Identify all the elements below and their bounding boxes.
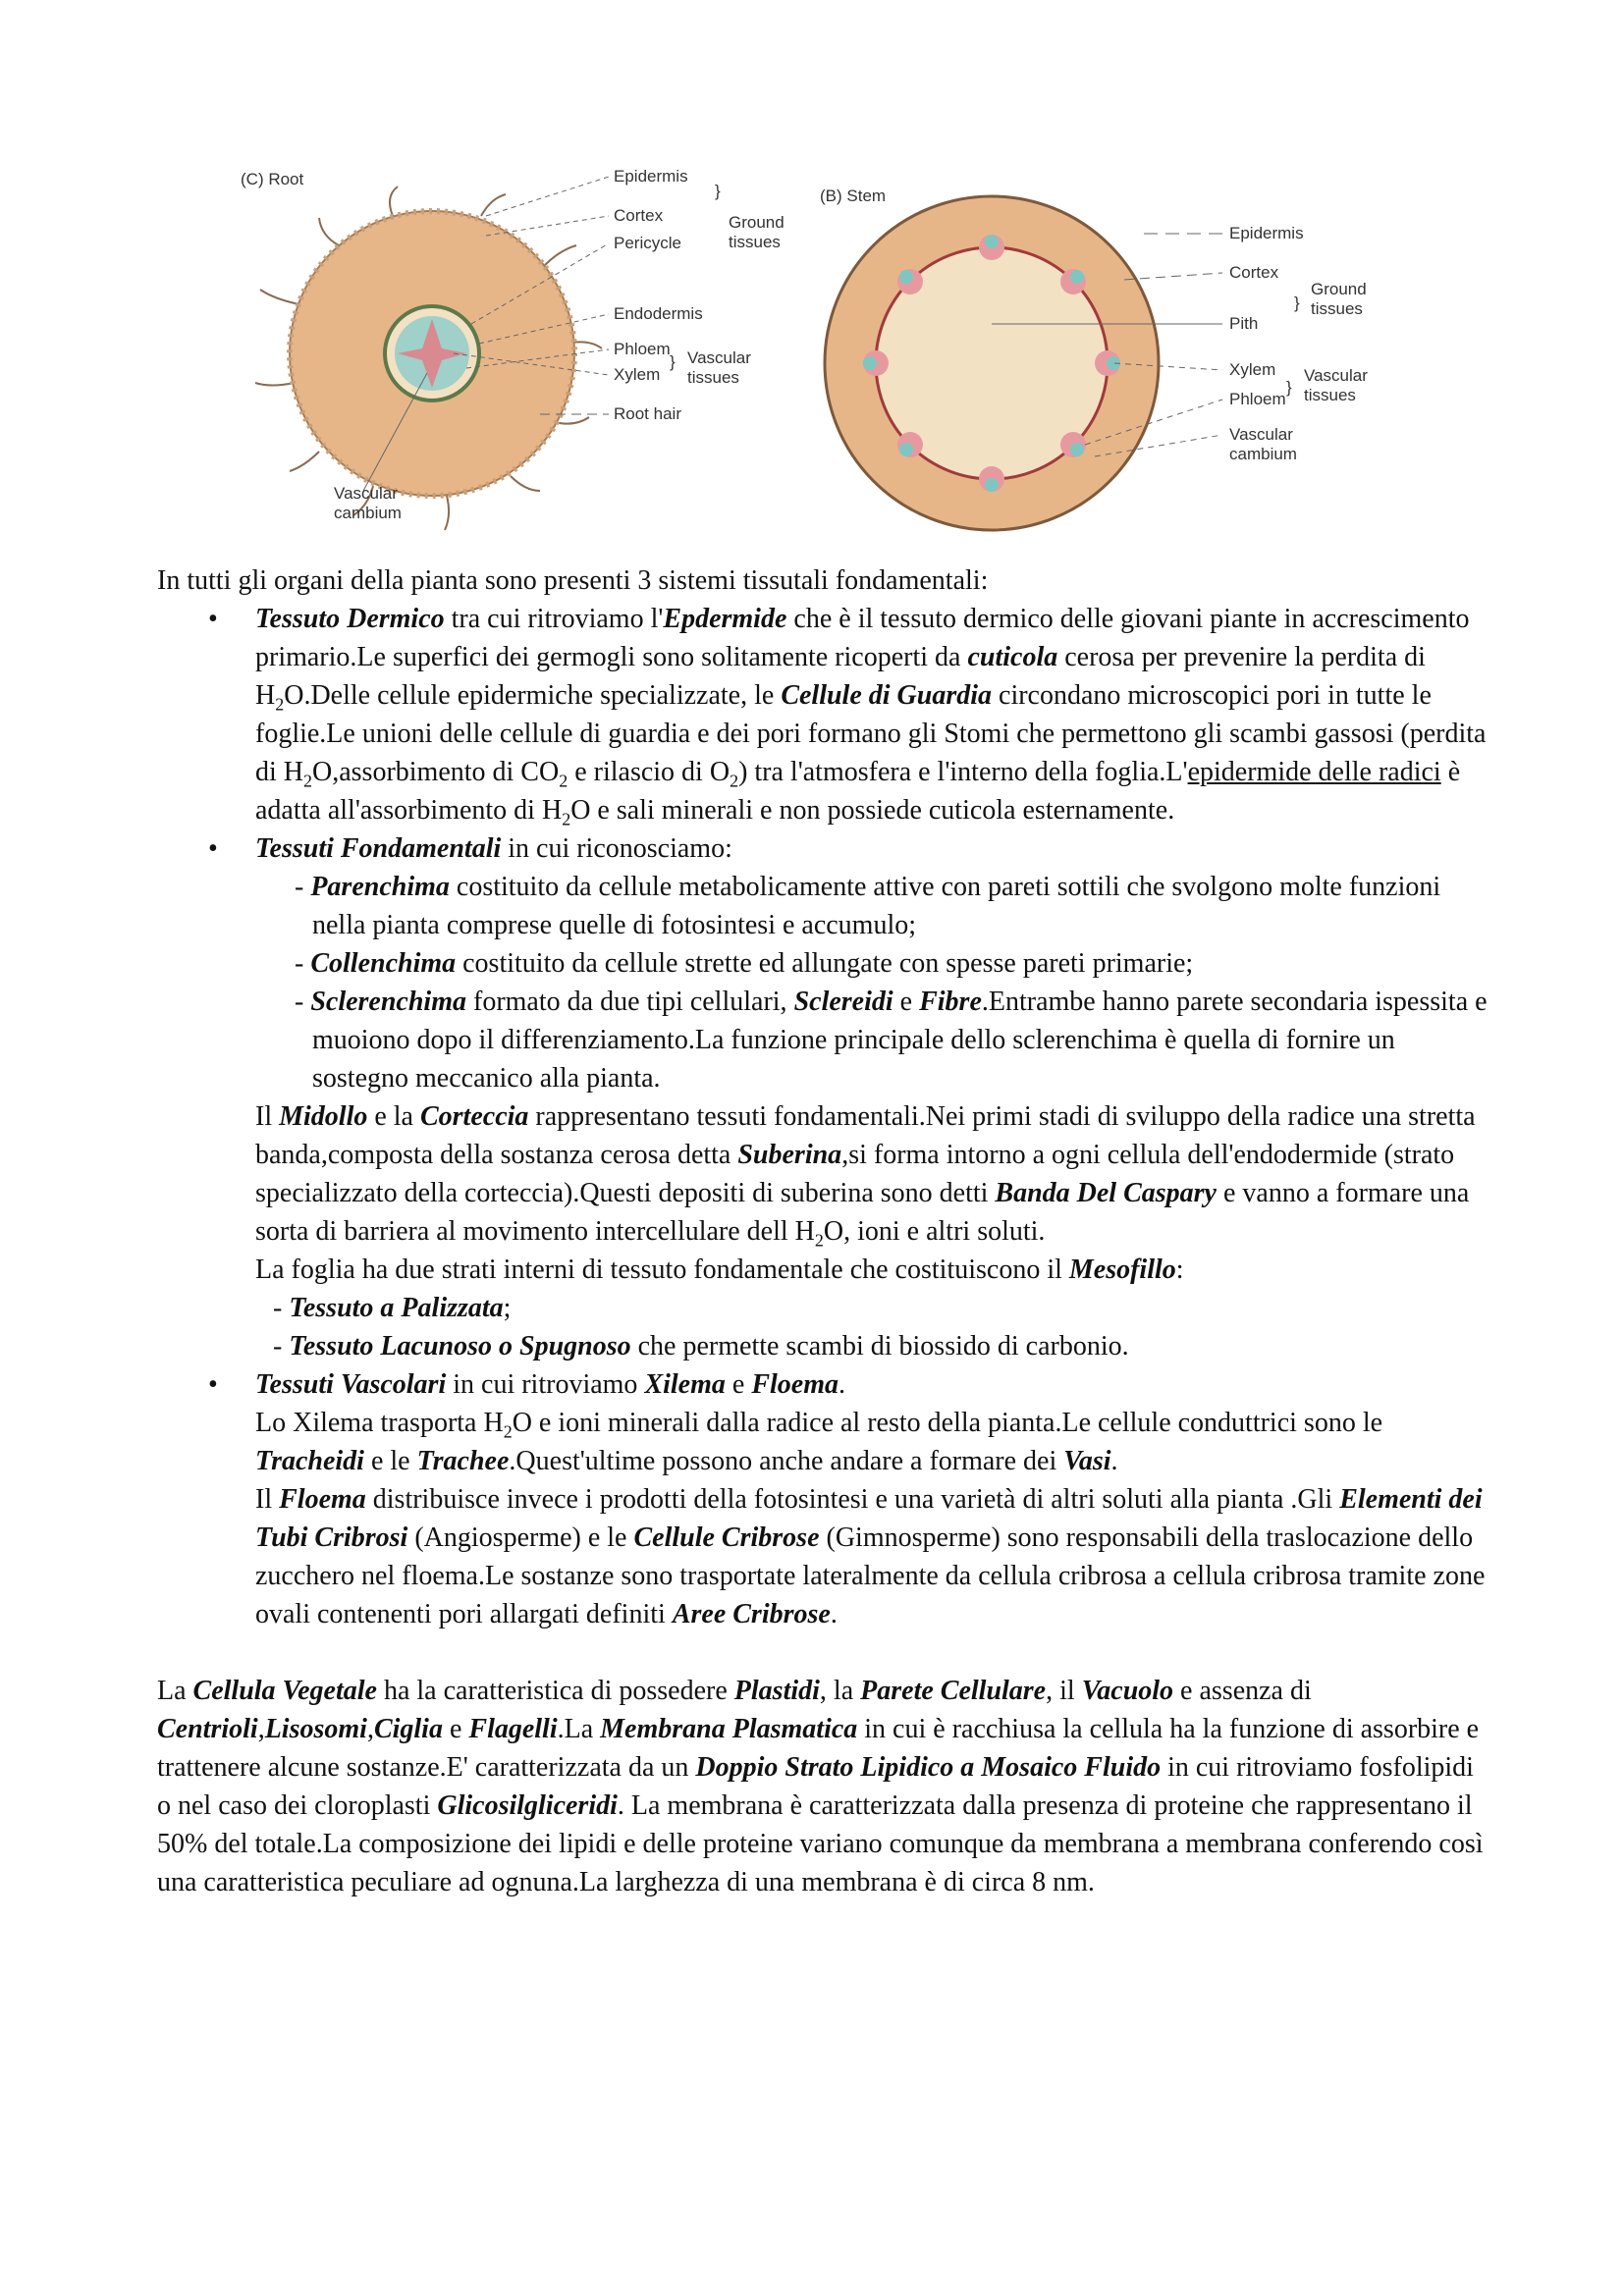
floema-paragraph: Il Floema distribuisce invece i prodotti della fotosintesi e una varietà di altri soluti alla pianta .Gli Elementi dei Tubi Cribrosi (Angiosperme) e le Cellule Cribrose (Gimnosperme) sono responsabili della traslocazione dello zucchero nel floema.Le sostanze sono trasportate lateralmente da cellula cribrosa a cellula cribrosa tramite zone ovali contenenti pori allargati definiti Aree Cribrose. [255, 1484, 1486, 1629]
svg-text:Ground: Ground [1311, 280, 1367, 298]
svg-text:Xylem: Xylem [614, 365, 661, 384]
svg-text:}: } [715, 182, 721, 200]
midollo-paragraph: Il Midollo e la Corteccia rappresentano tessuti fondamentali.Nei primi stadi di sviluppo della radice una stretta banda,composta della sostanza cerosa detta Suberina,si forma intorno a ogni cellula dell'endodermide (strato specializzato della corteccia).Questi depositi di suberina sono detti Banda Del Caspary e vanno a formare una sorta di barriera al movimento intercellulare dell $H_2O$, ioni e altri soluti. [255, 1101, 1476, 1251]
plant-tissue-figure [226, 157, 1424, 540]
body-text [157, 561, 1492, 1901]
svg-text:Xylem: Xylem [1229, 360, 1276, 379]
stem-panel-label: (B) Stem [820, 187, 887, 205]
bullet: • [208, 604, 218, 634]
svg-text:Cortex: Cortex [614, 206, 664, 225]
list-item-fondamentali: • Tessuti Fondamentali in cui riconosciamo: - Parenchima costituito da cellule metabolicamente attive con pareti sottili che svolgono molte funzioni nella pianta comprese quelle di fotosintesi e accumulo; - Collenchima costituito da cellule strette ed allungate con spesse pareti primarie; - Sclerenchima formato da due tipi cellulari, Sclereidi e Fibre.Entrambe hanno parete secondaria ispessita e muoiono dopo il differenziamento.La funzione principale dello sclerenchima è quella di fornire un sostegno meccanico alla pianta. Il Midollo e la Corteccia rappresentano tessuti fondamentali.Nei primi stadi di sviluppo della radice una stretta banda,composta della sostanza cerosa detta Suberina,si forma intorno a ogni cellula dell'endodermide (strato specializzato della corteccia).Questi depositi di suberina sono detti Banda Del Caspary e vanno a formare una sorta di barriera al movimento intercellulare dell $H_2O$, ioni e altri soluti. La foglia ha due strati interni di tessuto fondamentale che costituiscono il Mesofillo: - Tessuto a Palizzata; - Tessuto Lacunoso o Spugnoso che permette scambi di biossido di carbonio. [157, 829, 1492, 1365]
svg-text:Epidermis: Epidermis [614, 167, 688, 186]
svg-text:cambium: cambium [334, 504, 402, 522]
mesofillo-paragraph: La foglia ha due strati interni di tessuto fondamentale che costituiscono il Mesofillo: [255, 1255, 1184, 1285]
svg-text:tissues: tissues [687, 368, 739, 387]
svg-text:Epidermis: Epidermis [1229, 224, 1304, 242]
xilema-paragraph: Lo Xilema trasporta $H_2O$ e ioni minerali dalla radice al resto della pianta.Le cellule conduttrici sono le Tracheidi e le Trachee.Quest'ultime possono anche andare a formare dei Vasi. [255, 1408, 1383, 1476]
svg-text:tissues: tissues [1304, 386, 1356, 404]
list-item-vascolari: • Tessuti Vascolari in cui ritroviamo Xilema e Floema. Lo Xilema trasporta $H_2O$ e ioni minerali dalla radice al resto della pianta.Le cellule conduttrici sono le Tracheidi e le Trachee.Quest'ultime possono anche andare a formare dei Vasi. Il Floema distribuisce invece i prodotti della fotosintesi e una varietà di altri soluti alla pianta .Gli Elementi dei Tubi Cribrosi (Angiosperme) e le Cellule Cribrose (Gimnosperme) sono responsabili della traslocazione dello zucchero nel floema.Le sostanze sono trasportate lateralmente da cellula cribrosa a cellula cribrosa tramite zone ovali contenenti pori allargati definiti Aree Cribrose. [157, 1365, 1492, 1633]
svg-text:Pith: Pith [1229, 314, 1259, 333]
sub-item-collenchima: - Collenchima costituito da cellule strette ed allungate con spesse pareti primarie; [295, 948, 1194, 979]
svg-text:tissues: tissues [729, 233, 781, 251]
sub-item-lacunoso: - Tessuto Lacunoso o Spugnoso che permette scambi di biossido di carbonio. [273, 1331, 1129, 1362]
svg-text:Vascular: Vascular [1304, 366, 1368, 385]
mesofillo-sublist [255, 1289, 1492, 1365]
spacer [157, 1633, 1492, 1672]
svg-text:}: } [670, 352, 676, 371]
bullet: • [208, 833, 218, 864]
svg-text:Phloem: Phloem [614, 340, 671, 358]
root-panel-label: (C) Root [241, 170, 304, 188]
svg-text:Vascular: Vascular [1229, 425, 1293, 444]
list-item-dermico: • Tessuto Dermico tra cui ritroviamo l'Epdermide che è il tessuto dermico delle giovani piante in accrescimento primario.Le superfici dei germogli sono solitamente ricoperti da cuticola cerosa per prevenire la perdita di $H_2O.Delle$ cellule epidermiche specializzate, le Cellule di Guardia circondano microscopici pori in tutte le foglie.Le unioni delle cellule di guardia e dei pori formano gli Stomi che permettono gli scambi gassosi (perdita di $H_2O,assorbimento$ di $CO_2$ e rilascio di $O_2$) tra l'atmosfera e l'interno della foglia.L'epidermide delle radici è adatta all'assorbimento di $H_2O$ e sali minerali e non possiede cuticola esternamente. [157, 600, 1492, 829]
svg-text:Phloem: Phloem [1229, 390, 1286, 408]
svg-text:Root hair: Root hair [614, 404, 681, 423]
stem-diagram [820, 187, 1368, 530]
svg-text:cambium: cambium [1229, 445, 1297, 463]
svg-text:Ground: Ground [729, 213, 784, 232]
tissue-systems-list [157, 600, 1492, 1633]
intro-paragraph: In tutti gli organi della pianta sono presenti 3 sistemi tissutali fondamentali: [157, 565, 989, 596]
svg-text:tissues: tissues [1311, 299, 1363, 318]
bullet: • [208, 1369, 218, 1400]
sub-item-parenchima: - Parenchima costituito da cellule metabolicamente attive con pareti sottili che svolgono molte funzioni nella pianta comprese quelle di fotosintesi e accumulo; [295, 872, 1441, 940]
svg-text:Endodermis: Endodermis [614, 304, 703, 323]
svg-text:Vascular: Vascular [687, 348, 751, 367]
sub-item-palizzata: - Tessuto a Palizzata; [273, 1293, 512, 1323]
fondamentali-sublist [255, 868, 1492, 1097]
svg-text:Pericycle: Pericycle [614, 234, 681, 252]
svg-text:Cortex: Cortex [1229, 263, 1279, 282]
svg-text:}: } [1286, 378, 1292, 397]
svg-text:}: } [1294, 294, 1300, 312]
sub-item-sclerenchima: - Sclerenchima formato da due tipi cellulari, Sclereidi e Fibre.Entrambe hanno parete secondaria ispessita e muoiono dopo il differenziamento.La funzione principale dello sclerenchima è quella di fornire un sostegno meccanico alla pianta. [295, 987, 1488, 1094]
svg-text:Vascular: Vascular [334, 484, 398, 503]
tissue-diagram [226, 157, 1424, 540]
cellula-vegetale-paragraph: La Cellula Vegetale ha la caratteristica di possedere Plastidi, la Parete Cellulare, il Vacuolo e assenza di Centrioli,Lisosomi,Ciglia e Flagelli.La Membrana Plasmatica in cui è racchiusa la cellula ha la funzione di assorbire e trattenere alcune sostanze.E' caratterizzata da un Doppio Strato Lipidico a Mosaico Fluido in cui ritroviamo fosfolipidi o nel caso dei cloroplasti Glicosilgliceridi. La membrana è caratterizzata dalla presenza di proteine che rappresentano il 50% del totale.La composizione dei lipidi e delle proteine variano comunque da membrana a membrana conferendo così una caratteristica peculiare ad ognuna.La larghezza di una membrana è di circa 8 nm. [157, 1676, 1484, 1897]
root-diagram [241, 167, 784, 530]
